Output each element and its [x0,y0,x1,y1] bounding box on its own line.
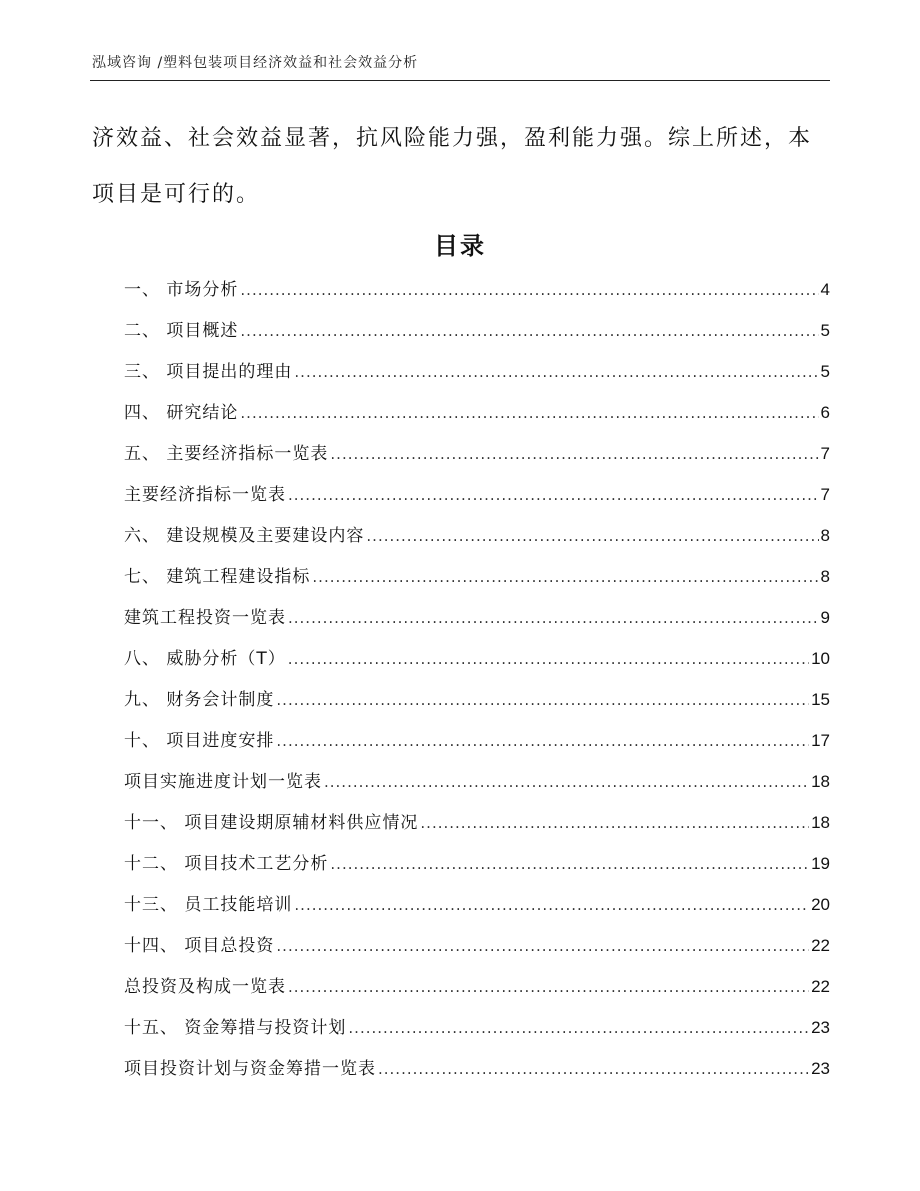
toc-entry-page: 7 [820,485,830,504]
body-paragraph [92,111,832,223]
table-of-contents [124,275,830,1095]
toc-entry[interactable] [124,849,830,890]
toc-leader-dots [276,732,809,750]
toc-entry-label: 三、 项目提出的理由 [124,362,293,382]
toc-entry[interactable] [124,275,830,316]
body-line: 济效益、社会效益显著，抗风险能力强，盈利能力强。综上所述，本 [92,126,813,151]
toc-entry-page: 22 [811,977,830,996]
toc-entry-label: 八、 威胁分析（T） [124,649,286,669]
toc-entry-page: 23 [811,1018,830,1037]
toc-leader-dots [312,568,818,586]
toc-entry[interactable] [124,603,830,644]
toc-entry[interactable] [124,890,830,931]
toc-entry-page: 4 [820,280,830,299]
toc-entry-page: 23 [811,1059,830,1078]
toc-entry-page: 19 [811,854,830,873]
toc-leader-dots [324,773,809,791]
toc-entry-page: 8 [820,567,830,586]
header-divider [90,80,830,81]
toc-entry[interactable] [124,685,830,726]
toc-entry-page: 22 [811,936,830,955]
toc-entry-label: 建筑工程投资一览表 [124,608,286,628]
toc-entry[interactable] [124,480,830,521]
toc-leader-dots [330,855,809,873]
toc-title: 目录 [434,232,486,260]
toc-entry-label: 七、 建筑工程建设指标 [124,567,311,587]
toc-leader-dots [330,445,818,463]
toc-entry-label: 总投资及构成一览表 [124,977,286,997]
toc-entry-label: 项目投资计划与资金筹措一览表 [124,1059,376,1079]
toc-entry-label: 项目实施进度计划一览表 [124,772,322,792]
toc-entry[interactable] [124,357,830,398]
toc-entry[interactable] [124,972,830,1013]
toc-entry-label: 十一、 项目建设期原辅材料供应情况 [124,813,419,833]
toc-leader-dots [240,404,818,422]
toc-entry-page: 20 [811,895,830,914]
toc-leader-dots [240,281,818,299]
toc-entry-label: 六、 建设规模及主要建设内容 [124,526,365,546]
toc-entry[interactable] [124,808,830,849]
toc-entry-page: 18 [811,772,830,791]
toc-leader-dots [276,691,809,709]
toc-entry-label: 主要经济指标一览表 [124,485,286,505]
toc-leader-dots [276,937,809,955]
toc-entry-page: 15 [811,690,830,709]
toc-entry-page: 9 [820,608,830,627]
toc-entry[interactable] [124,439,830,480]
toc-entry-page: 7 [820,444,830,463]
toc-entry[interactable] [124,398,830,439]
toc-leader-dots [294,363,818,381]
toc-entry-page: 6 [820,403,830,422]
toc-entry[interactable] [124,726,830,767]
toc-entry[interactable] [124,644,830,685]
toc-entry-label: 十四、 项目总投资 [124,936,275,956]
toc-entry[interactable] [124,767,830,808]
toc-entry-label: 十五、 资金筹措与投资计划 [124,1018,347,1038]
toc-entry-label: 一、 市场分析 [124,280,239,300]
toc-leader-dots [366,527,818,545]
toc-leader-dots [294,896,809,914]
toc-entry[interactable] [124,562,830,603]
toc-entry[interactable] [124,1013,830,1054]
toc-entry-label: 五、 主要经济指标一览表 [124,444,329,464]
toc-entry-page: 8 [820,526,830,545]
toc-entry-label: 十二、 项目技术工艺分析 [124,854,329,874]
toc-entry-label: 十三、 员工技能培训 [124,895,293,915]
toc-leader-dots [288,486,819,504]
toc-leader-dots [288,609,819,627]
toc-entry-page: 5 [820,321,830,340]
toc-leader-dots [288,650,809,668]
toc-leader-dots [288,978,809,996]
toc-entry[interactable] [124,521,830,562]
toc-entry-page: 10 [811,649,830,668]
toc-leader-dots [240,322,818,340]
toc-entry[interactable] [124,931,830,972]
body-line: 项目是可行的。 [92,182,261,207]
toc-leader-dots [348,1019,809,1037]
toc-leader-dots [378,1060,809,1078]
toc-entry-page: 17 [811,731,830,750]
toc-entry[interactable] [124,1054,830,1095]
toc-leader-dots [420,814,809,832]
toc-entry-label: 九、 财务会计制度 [124,690,275,710]
toc-entry[interactable] [124,316,830,357]
page-header: 泓域咨询 /塑料包装项目经济效益和社会效益分析 [92,55,419,71]
toc-entry-label: 四、 研究结论 [124,403,239,423]
toc-entry-page: 18 [811,813,830,832]
toc-entry-label: 十、 项目进度安排 [124,731,275,751]
toc-entry-label: 二、 项目概述 [124,321,239,341]
toc-entry-page: 5 [820,362,830,381]
